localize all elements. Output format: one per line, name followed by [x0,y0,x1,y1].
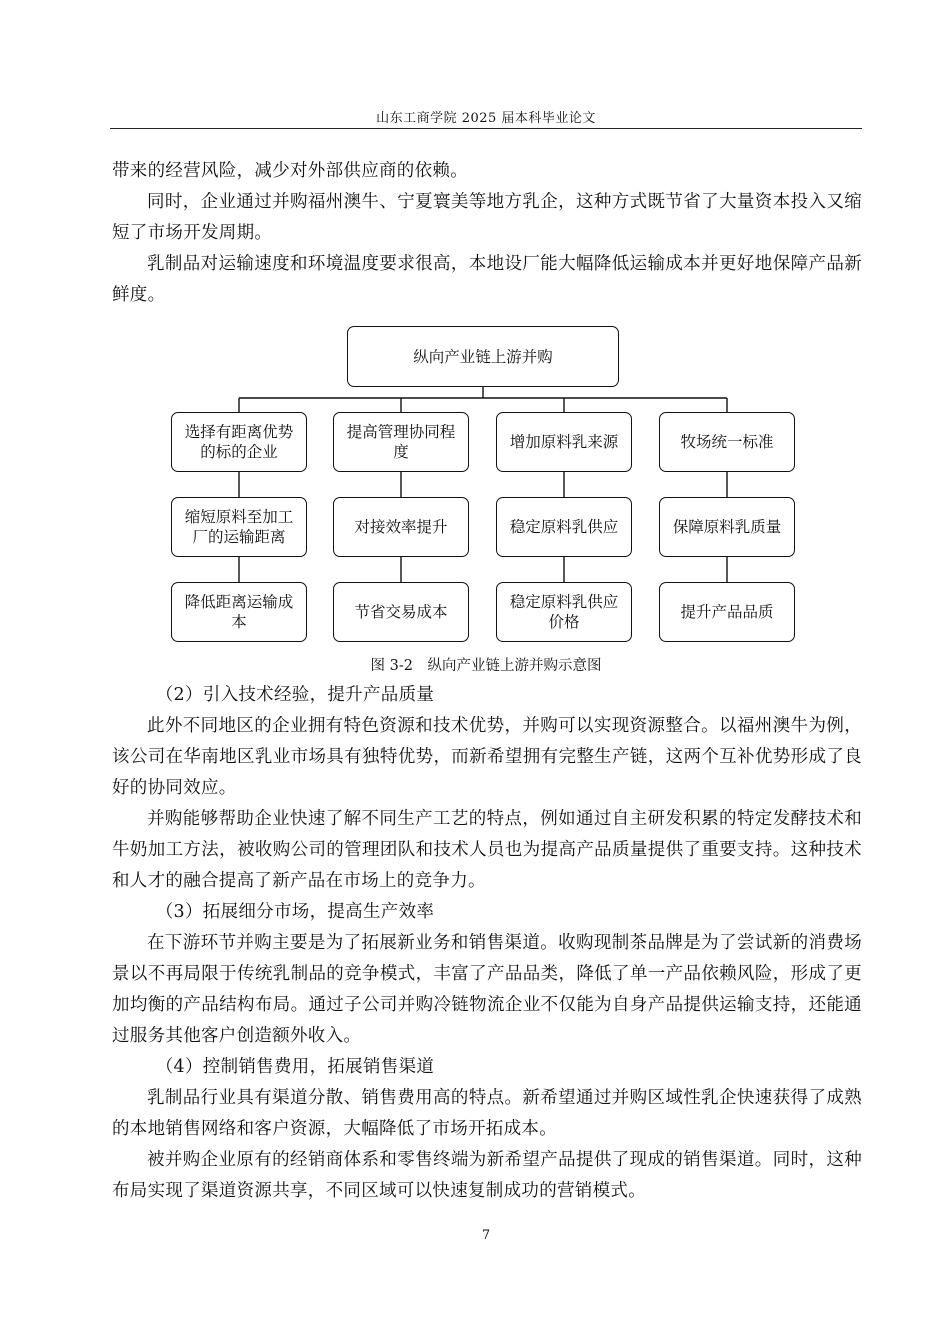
diagram-col2-level1: 提高管理协同程度 [333,412,469,472]
paragraph-sales-cost: 乳制品行业具有渠道分散、销售费用高的特点。新希望通过并购区域性乳企快速获得了成熟的本地销售网络和客户资源，大幅降低了市场开拓成本。 [112,1088,862,1139]
diagram-col4-level3: 提升产品品质 [659,582,795,642]
paragraph-acquisition: 同时，企业通过并购福州澳牛、宁夏寰美等地方乳企，这种方式既节省了大量资本投入又缩短了市场开发周期。 [112,192,862,243]
diagram-col3-level2: 稳定原料乳供应 [496,497,632,557]
paragraph-resource-integration: 此外不同地区的企业拥有特色资源和技术优势，并购可以实现资源整合。以福州澳牛为例，该公司在华南地区乳业市场具有独特优势，而新希望拥有完整生产链，这两个互补优势形成了良好的协同效应。 [112,716,862,798]
page-header: 山东工商学院 2025 届本科毕业论文 [376,111,596,126]
lower-sections [112,680,862,1207]
section-heading-2: （2）引入技术经验，提升产品质量 [155,685,435,705]
diagram-col2-level3: 节省交易成本 [333,582,469,642]
diagram-root-box: 纵向产业链上游并购 [347,326,619,387]
diagram-col4-level1: 牧场统一标准 [659,412,795,472]
page-number: 7 [481,1228,491,1243]
diagram-col1-level1: 选择有距离优势的标的企业 [171,412,307,472]
diagram-col4-level2: 保障原料乳质量 [659,497,795,557]
diagram-col1-level2: 缩短原料至加工厂的运输距离 [171,497,307,557]
paragraph-technology: 并购能够帮助企业快速了解不同生产工艺的特点，例如通过自主研发积累的特定发酵技术和牛奶加工方法，被收购公司的管理团队和技术人员也为提高产品质量提供了重要支持。这种技术和人才的融合提高了新产品在市场上的竞争力。 [112,809,862,891]
paragraph-transport: 乳制品对运输速度和环境温度要求很高，本地设厂能大幅降低运输成本并更好地保障产品新鲜度。 [112,254,862,305]
section-heading-3: （3）拓展细分市场，提高生产效率 [155,902,435,922]
paragraph-channels: 被并购企业原有的经销商体系和零售终端为新希望产品提供了现成的销售渠道。同时，这种布局实现了渠道资源共享，不同区域可以快速复制成功的营销模式。 [112,1150,862,1201]
diagram-col3-level1: 增加原料乳来源 [496,412,632,472]
paragraph-continuation: 带来的经营风险，减少对外部供应商的依赖。 [112,161,468,181]
diagram-col1-level3: 降低距离运输成本 [171,582,307,642]
paragraph-downstream: 在下游环节并购主要是为了拓展新业务和销售渠道。收购现制茶品牌是为了尝试新的消费场景以不再局限于传统乳制品的竞争模式，丰富了产品品类，降低了单一产品依赖风险，形成了更加均衡的产品结构布局。通过子公司并购冷链物流企业不仅能为自身产品提供运输支持，还能通过服务其他客户创造额外收入。 [112,933,862,1046]
section-heading-4: （4）控制销售费用，拓展销售渠道 [155,1057,435,1077]
diagram-col2-level2: 对接效率提升 [333,497,469,557]
diagram-col3-level3: 稳定原料乳供应价格 [496,582,632,642]
figure-caption: 图 3-2 纵向产业链上游并购示意图 [370,658,602,674]
